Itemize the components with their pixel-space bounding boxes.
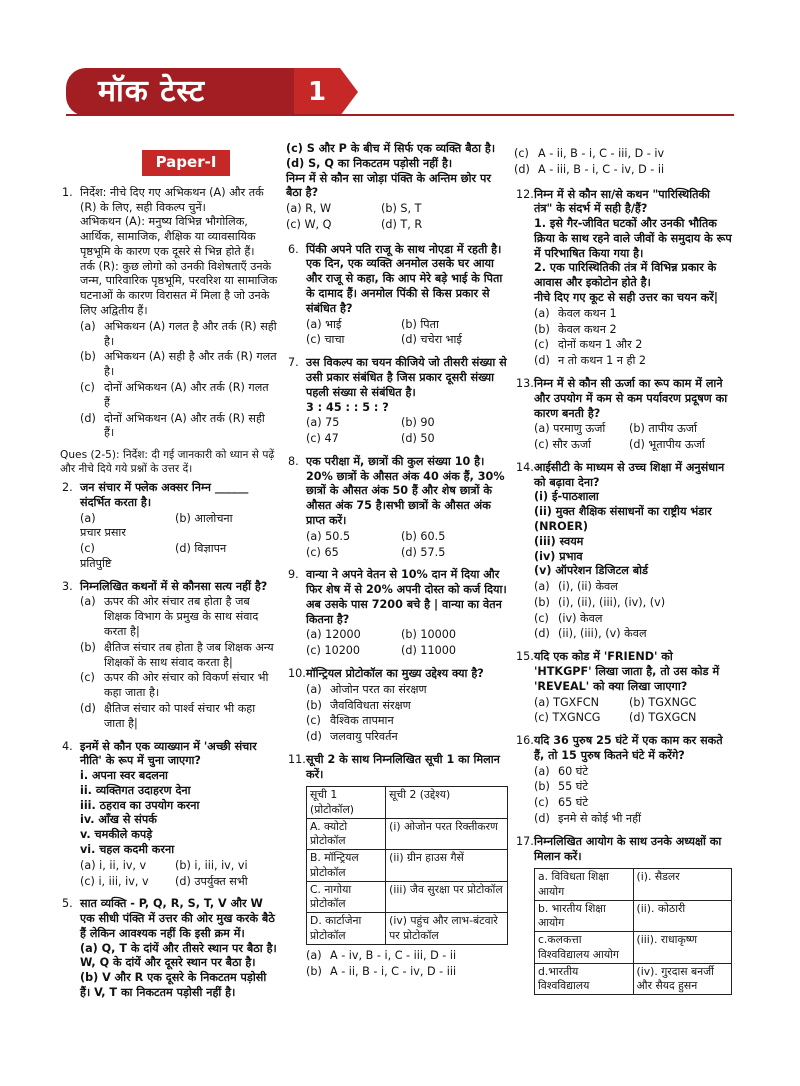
question-number: 15. (516, 650, 534, 664)
option: (d) (ii), (iii), (v) केवल (534, 627, 647, 641)
question-13: 13. निम्न में से कौन सी ऊर्जा का रूप काम में लाने और उपयोग में कम से कम पर्यावरण प्रदूषण का कारण बनती है? (a) परमाणु ऊर्जा (b) तापीय ऊर्जा (c) सौर ऊर्जा (d) भूतापीय ऊर्जा (514, 377, 732, 453)
option: (a) A - iv, B - i, C - iii, D - ii (306, 948, 457, 962)
question-6: 6. पिंकी अपने पति राजू के साथ नोएडा में रहती है। एक दिन, एक व्यक्ति अनमोल उसके घर आया और राजू से कहा, कि आप मेरे बड़े भाई के पिता के दामाद हैं। अनमोल पिंकी से किस प्रकार से संबंधित है? (a) भाई (b) पिता (c) चाचा (d) चचेरा भाई (286, 243, 508, 348)
question-number: 12. (516, 187, 534, 201)
option: (a) ओजोन परत का संरक्षण (306, 682, 427, 696)
match-table (534, 868, 732, 995)
question-text: यदि एक कोड में 'FRIEND' को 'HTKGPF' लिखा जाता है, तो उस कोड में 'REVEAL' को क्या लिखा जाएगा? (534, 650, 720, 693)
question-14 (514, 461, 732, 642)
question-number: 11. (288, 752, 306, 766)
option: (b) अभिकथन (A) सही है और तर्क (R) गलत है। (80, 350, 277, 379)
question-number: 3. (62, 579, 73, 593)
statement: (b) V और R एक दूसरे के निकटतम पड़ोसी हैं। V, T का निकटतम पड़ोसी नहीं है। (80, 971, 267, 1000)
list-item: (iii) स्वयम (534, 534, 584, 548)
question-4: 4. इनमें से कौन एक व्याख्यान में 'अच्छी संचार नीति' के रूप में चुना जाएगा? i. अपना स्वर बदलना ii. व्यक्तिगत उदाहरण देना iii. ठहराव का उपयोग करना iv. आँख से संपर्क v. चमकीले कपड़े vi. चहल कदमी करना (a) i, ii, iv, v (b) i, iii, iv, vi (c) i, iii, iv, v (d) उपर्युक्त सभी (60, 740, 278, 890)
option: (b) (i), (ii), (iii), (iv), (v) (534, 595, 666, 609)
option: (d) A - iii, B - i, C - iv, D - ii (514, 162, 665, 176)
question-number: 16. (516, 734, 534, 748)
match-table (306, 786, 508, 945)
option: (a) अभिकथन (A) गलत है और तर्क (R) सही है। (80, 319, 277, 348)
option: (c) दोनों अभिकथन (A) और तर्क (R) गलत हैं (80, 380, 269, 409)
option: (c) 65 घंटे (534, 796, 589, 810)
question-17 (514, 835, 732, 996)
column-2: (c) S और P के बीच में सिर्फ एक व्यक्ति बैठा है। (d) S, Q का निकटतम पड़ोसी नहीं है। निम्न में से कौन सा जोड़ा पंक्ति के अन्तिम छोर पर बैठा है? (a) R, W (b) S, T (c) W, Q (d) T, R 6. पिंकी अपने पति राजू के साथ नोएडा में रहती है। एक दिन, एक व्यक्ति अनमोल उसके घर आया और राजू से कहा, कि आप मेरे बड़े भाई के पिता के दामाद हैं। अनमोल पिंकी से किस प्रकार से संबंधित है? (a) भाई (b) पिता (c) चाचा (d) चचेरा भाई 7. उस विकल्प का चयन कीजिये जो तीसरी संख्या से उसी प्रकार संबंधित है जिस प्रकार दूसरी संख्या पहली संख्या से संबंधित है। 3 : 45 : : 5 : ? (a) 75 (b) 90 (c) 47 (d) 50 8. एक परीक्षा में, छात्रों की कुल संख्या 10 है। 20% छात्रों के औसत अंक 40 अंक हैं, 30% छात्रों के औसत अंक 50 हैं और शेष छात्रों के औसत अंक 75 है।सभी छात्रों के औसत अंक प्राप्त करें। (a) 50.5 (b) 60.5 (c) 65 (d) 57.5 9. वान्या ने अपने वेतन से 10% दान में दिया और फिर शेष में से 20% अपनी दोस्त को कर्ज दिया।अब उसके पास 7200 बचे है | वान्या का वेतन कितना है? (a) 12000 (b) 10000 (c) 10200 (d) 11000 10. मॉन्ट्रियल प्रोटोकॉल का मुख्य उद्देश्य क्या है? (a) ओजोन परत का संरक्षण (b) जैवविविधता संरक्षण (c) वैश्विक तापमान (d) जलवायु परिवर्तन 11. सूची 2 के साथ निम्नलिखित सूची 1 का मिलान करें। सूची 1 (प्रोटोकॉल) सूची 2 (उद्देश्य) A. क्योटो प्रोटोकॉल (i) ओजोन परत रिक्तीकरण B. मॉन्ट्रियल प्रोटोकॉल (ii) ग्रीन हाउस गैसें C. नागोया प्रोटोकॉल (iii) जैव सुरक्षा पर प्रोटोकॉल D. कार्टाजेना प्रोटोकॉल (iv) पहुंच और लाभ-बंटवारे पर प्रोटोकॉल (a) A - iv, B - i, C - iii, D - ii (b) A - ii, B - i, C - iv, D - iii (286, 142, 507, 978)
option: (b) A - ii, B - i, C - iv, D - iii (306, 964, 457, 978)
question-text: आईसीटी के माध्यम से उच्च शिक्षा में अनुसंधान को बढ़ावा देना? (534, 460, 725, 489)
reason: तर्क (R): कुछ लोगो को उनकी विशेषताएँ उनके जन्म, पारिवारिक पृष्ठभूमि, परवरिश या सामाजिक घटनाओं के कारण विरासत में मिला है जो उनके लिए अद्वितीय हैं। (80, 259, 278, 318)
question-2: 2. जन संचार में फ्लेक अक्सर निम्न ______ संदर्भित करता है। (a) प्रचार प्रसार (b) आलोचना (c) प्रतिपुष्टि (d) विज्ञापन (60, 481, 278, 572)
option: (d) क्षैतिज संचार को पार्श्व संचार भी कहा जाता है| (80, 701, 256, 730)
option: (b) जैवविविधता संरक्षण (306, 698, 411, 712)
question-number: 1. (62, 185, 73, 199)
question-number: 14. (516, 460, 534, 474)
question-16 (514, 734, 732, 827)
statement: नीचे दिए गए कूट से सही उत्तर का चयन करें| (534, 291, 718, 305)
question-number: 17. (516, 834, 534, 848)
question-text: सूची 2 के साथ निम्नलिखित सूची 1 का मिलान करें। (306, 752, 500, 781)
question-7: 7. उस विकल्प का चयन कीजिये जो तीसरी संख्या से उसी प्रकार संबंधित है जिस प्रकार दूसरी संख्या पहली संख्या से संबंधित है। 3 : 45 : : 5 : ? (a) 75 (b) 90 (c) 47 (d) 50 (288, 356, 507, 446)
question-text: वान्या ने अपने वेतन से 10% दान में दिया और फिर शेष में से 20% अपनी दोस्त को कर्ज दिया।अब उसके पास 7200 बचे है | वान्या का वेतन कितना है? (306, 568, 507, 626)
list-item: (iv) प्रभाव (534, 549, 583, 563)
table-row: d.भारतीय विश्वविद्यालय (iv). गुरदास बनर्जी और सैयद हुसन (535, 963, 732, 995)
test-number: 1 (294, 68, 340, 116)
option: (d) दोनों अभिकथन (A) और तर्क (R) सही हैं। (80, 411, 265, 440)
table-row: c.कलकत्ता विश्वविद्यालय आयोग (iii). राधाकृष्ण (535, 932, 732, 964)
option: (b) 55 घंटे (534, 780, 589, 794)
option: (c) ऊपर की ओर संचार को विकर्ण संचार भी कहा जाता है। (80, 671, 269, 700)
table-row: C. नागोया प्रोटोकॉल (iii) जैव सुरक्षा पर प्रोटोकॉल (307, 881, 508, 913)
banner-arrow (340, 68, 358, 116)
statement: 1. इसे गैर-जीवित घटकों और उनकी भौतिक क्रिया के साथ रहने वाले जीवों के समुदाय के रूप में परिभाषित किया गया है। (534, 217, 732, 260)
question-text: एक परीक्षा में, छात्रों की कुल संख्या 10 है। 20% छात्रों के औसत अंक 40 अंक हैं, 30% छात्रों के औसत अंक 50 हैं और शेष छात्रों के औसत अंक 75 है।सभी छात्रों के औसत अंक प्राप्त करें। (306, 454, 505, 527)
question-15: 15. यदि एक कोड में 'FRIEND' को 'HTKGPF' लिखा जाता है, तो उस कोड में 'REVEAL' को क्या लिखा जाएगा? (a) TGXFCN (b) TGXNGC (c) TXGNCG (d) TGXGCN (514, 650, 732, 726)
option: (c) A - ii, B - i, C - iii, D - iv (514, 147, 665, 160)
statement: 2. एक पारिस्थितिकी तंत्र में विभिन्न प्रकार के आवास और इकोटोन होते है। (534, 261, 717, 290)
number-ratio: 3 : 45 : : 5 : ? (306, 400, 389, 414)
option: (a) केवल कथन 1 (534, 306, 617, 320)
question-text: निर्देश: नीचे दिए गए अभिकथन (A) और तर्क (R) के लिए, सही विकल्प चुनें। (80, 185, 264, 214)
list-item: iii. ठहराव का उपयोग करना (80, 798, 200, 812)
question-text: निम्न में से कौन सी ऊर्जा का रूप काम में लाने और उपयोग में कम से कम पर्यावरण प्रदूषण का कारण बनती है? (534, 376, 728, 420)
question-10 (286, 667, 508, 745)
list-item: vi. चहल कदमी करना (80, 842, 175, 856)
instructions: Ques (2-5): निर्देश: दी गई जानकारी को ध्यान से पढ़ें और नीचे दिये गये प्रश्नों के उत्तर दें। (60, 449, 275, 476)
question-text: निम्न में से कौन सा जोड़ा पंक्ति के अन्तिम छोर पर बैठा है? (286, 171, 491, 200)
question-text: यदि 36 पुरुष 25 घंटे में एक काम कर सकते हैं, तो 15 पुरुष कितने घंटे में करेंगे? (534, 734, 723, 762)
question-number: 4. (62, 739, 73, 753)
question-text: पिंकी अपने पति राजू के साथ नोएडा में रहती है। एक दिन, एक व्यक्ति अनमोल उसके घर आया और राजू से कहा, कि आप मेरे बड़े भाई के पिता के दामाद हैं। अनमोल पिंकी से किस प्रकार से संबंधित है? (306, 242, 503, 315)
statement: (a) Q, T के दांयें और तीसरे स्थान पर बैठा है। W, Q के दांयें और दूसरे स्थान पर बैठा है। (80, 941, 277, 970)
question-text: मॉन्ट्रियल प्रोटोकॉल का मुख्य उद्देश्य क्या है? (306, 667, 484, 680)
list-item: (ii) मुक्त शैक्षिक संसाधनों का राष्ट्रीय भंडार (NROER) (534, 505, 712, 533)
table-row: D. कार्टाजेना प्रोटोकॉल (iv) पहुंच और लाभ-बंटवारे पर प्रोटोकॉल (307, 913, 508, 945)
option: (d) इनमे से कोई भी नहीं (534, 812, 641, 826)
statement: (c) S और P के बीच में सिर्फ एक व्यक्ति बैठा है। (286, 142, 496, 155)
question-number: 13. (516, 376, 534, 390)
option: (a) ऊपर की ओर संचार तब होता है जब शिक्षक विभाग के प्रमुख के साथ संवाद करता है| (80, 595, 259, 639)
question-text: उस विकल्प का चयन कीजिये जो तीसरी संख्या से उसी प्रकार संबंधित है जिस प्रकार दूसरी संख्या पहली संख्या से संबंधित है। (306, 356, 507, 399)
question-3 (60, 580, 278, 732)
question-number: 7. (288, 356, 299, 370)
question-number: 6. (288, 242, 299, 256)
option: (b) केवल कथन 2 (534, 322, 617, 336)
question-text: निम्नलिखित कथनों में से कौनसा सत्य नहीं है? (80, 579, 268, 593)
assertion: अभिकथन (A): मनुष्य विभिन्न भौगोलिक, आर्थिक, सामाजिक, शैक्षिक या व्यावसायिक पृष्ठभूमि के कारण एक दूसरे से भिन्न होते हैं। (80, 215, 256, 258)
question-9: 9. वान्या ने अपने वेतन से 10% दान में दिया और फिर शेष में से 20% अपनी दोस्त को कर्ज दिया।अब उसके पास 7200 बचे है | वान्या का वेतन कितना है? (a) 12000 (b) 10000 (c) 10200 (d) 11000 (288, 568, 507, 658)
question-text: निम्न में से कौन सा/से कथन "पारिस्थितिकी तंत्र" के संदर्भ में सही है/हैं? (534, 187, 710, 216)
option: (c) वैश्विक तापमान (306, 714, 394, 728)
list-item: iv. आँख से संपर्क (80, 813, 157, 827)
question-11 (286, 753, 508, 980)
option: (a) 60 घंटे (534, 764, 589, 778)
header-rule (66, 114, 734, 116)
list-item: i. अपना स्वर बदलना (80, 769, 168, 783)
column-3 (514, 146, 732, 1003)
list-item: v. चमकीले कपड़े (80, 828, 153, 842)
list-item: (v) ऑपरेशन डिजिटल बोर्ड (534, 564, 648, 578)
question-number: 10. (288, 667, 306, 680)
table-row: B. मॉन्ट्रियल प्रोटोकॉल (ii) ग्रीन हाउस गैसें (307, 850, 508, 882)
list-item: ii. व्यक्तिगत उदाहरण देना (80, 783, 191, 797)
question-number: 5. (62, 897, 73, 911)
paper-label: Paper-I (142, 150, 230, 176)
question-text: जन संचार में फ्लेक अक्सर निम्न ______ संदर्भित करता है। (80, 481, 249, 509)
statement: (d) S, Q का निकटतम पड़ोसी नहीं है। (286, 156, 453, 170)
table-row: b. भारतीय शिक्षा आयोग (ii). कोठारी (535, 900, 732, 932)
page-title: मॉक टेस्ट (98, 74, 206, 109)
option: (b) क्षैतिज संचार तब होता है जब शिक्षक अन्य शिक्षकों के साथ संवाद करता है| (80, 640, 274, 669)
table-row: a. विविधता शिक्षा आयोग (i). सैडलर (535, 869, 732, 901)
question-number: 2. (62, 481, 73, 495)
question-8: 8. एक परीक्षा में, छात्रों की कुल संख्या 10 है। 20% छात्रों के औसत अंक 40 अंक हैं, 30% छात्रों के औसत अंक 50 हैं और शेष छात्रों के औसत अंक 75 है।सभी छात्रों के औसत अंक प्राप्त करें। (a) 50.5 (b) 60.5 (c) 65 (d) 57.5 (286, 455, 508, 560)
question-number: 8. (288, 454, 299, 468)
question-number: 9. (288, 568, 299, 582)
option: (d) जलवायु परिवर्तन (306, 730, 398, 744)
column-1 (60, 146, 278, 1009)
option: (c) दोनों कथन 1 और 2 (534, 338, 643, 352)
option: (a) (i), (ii) केवल (534, 580, 618, 594)
option: (d) न तो कथन 1 न ही 2 (534, 354, 647, 368)
question-12 (514, 188, 732, 369)
question-5 (60, 897, 278, 1000)
question-text: इनमें से कौन एक व्याख्यान में 'अच्छी संचार नीति' के रूप में चुना जाएगा? (80, 739, 257, 768)
list-item: (i) ई-पाठशाला (534, 490, 599, 504)
question-text: निम्नलिखित आयोग के साथ उनके अध्यक्षों का मिलान करें। (534, 834, 722, 863)
option: (c) (iv) केवल (534, 611, 603, 625)
table-row: A. क्योटो प्रोटोकॉल (i) ओजोन परत रिक्तीकरण (307, 818, 508, 850)
question-1 (60, 186, 278, 441)
question-text: सात व्यक्ति - P, Q, R, S, T, V और W एक सीधी पंक्ति में उत्तर की ओर मुख करके बैठे हैं लेकिन आवश्यक नहीं कि इसी क्रम में। (80, 897, 275, 940)
table-row: सूची 1 (प्रोटोकॉल) सूची 2 (उद्देश्य) (307, 787, 508, 819)
